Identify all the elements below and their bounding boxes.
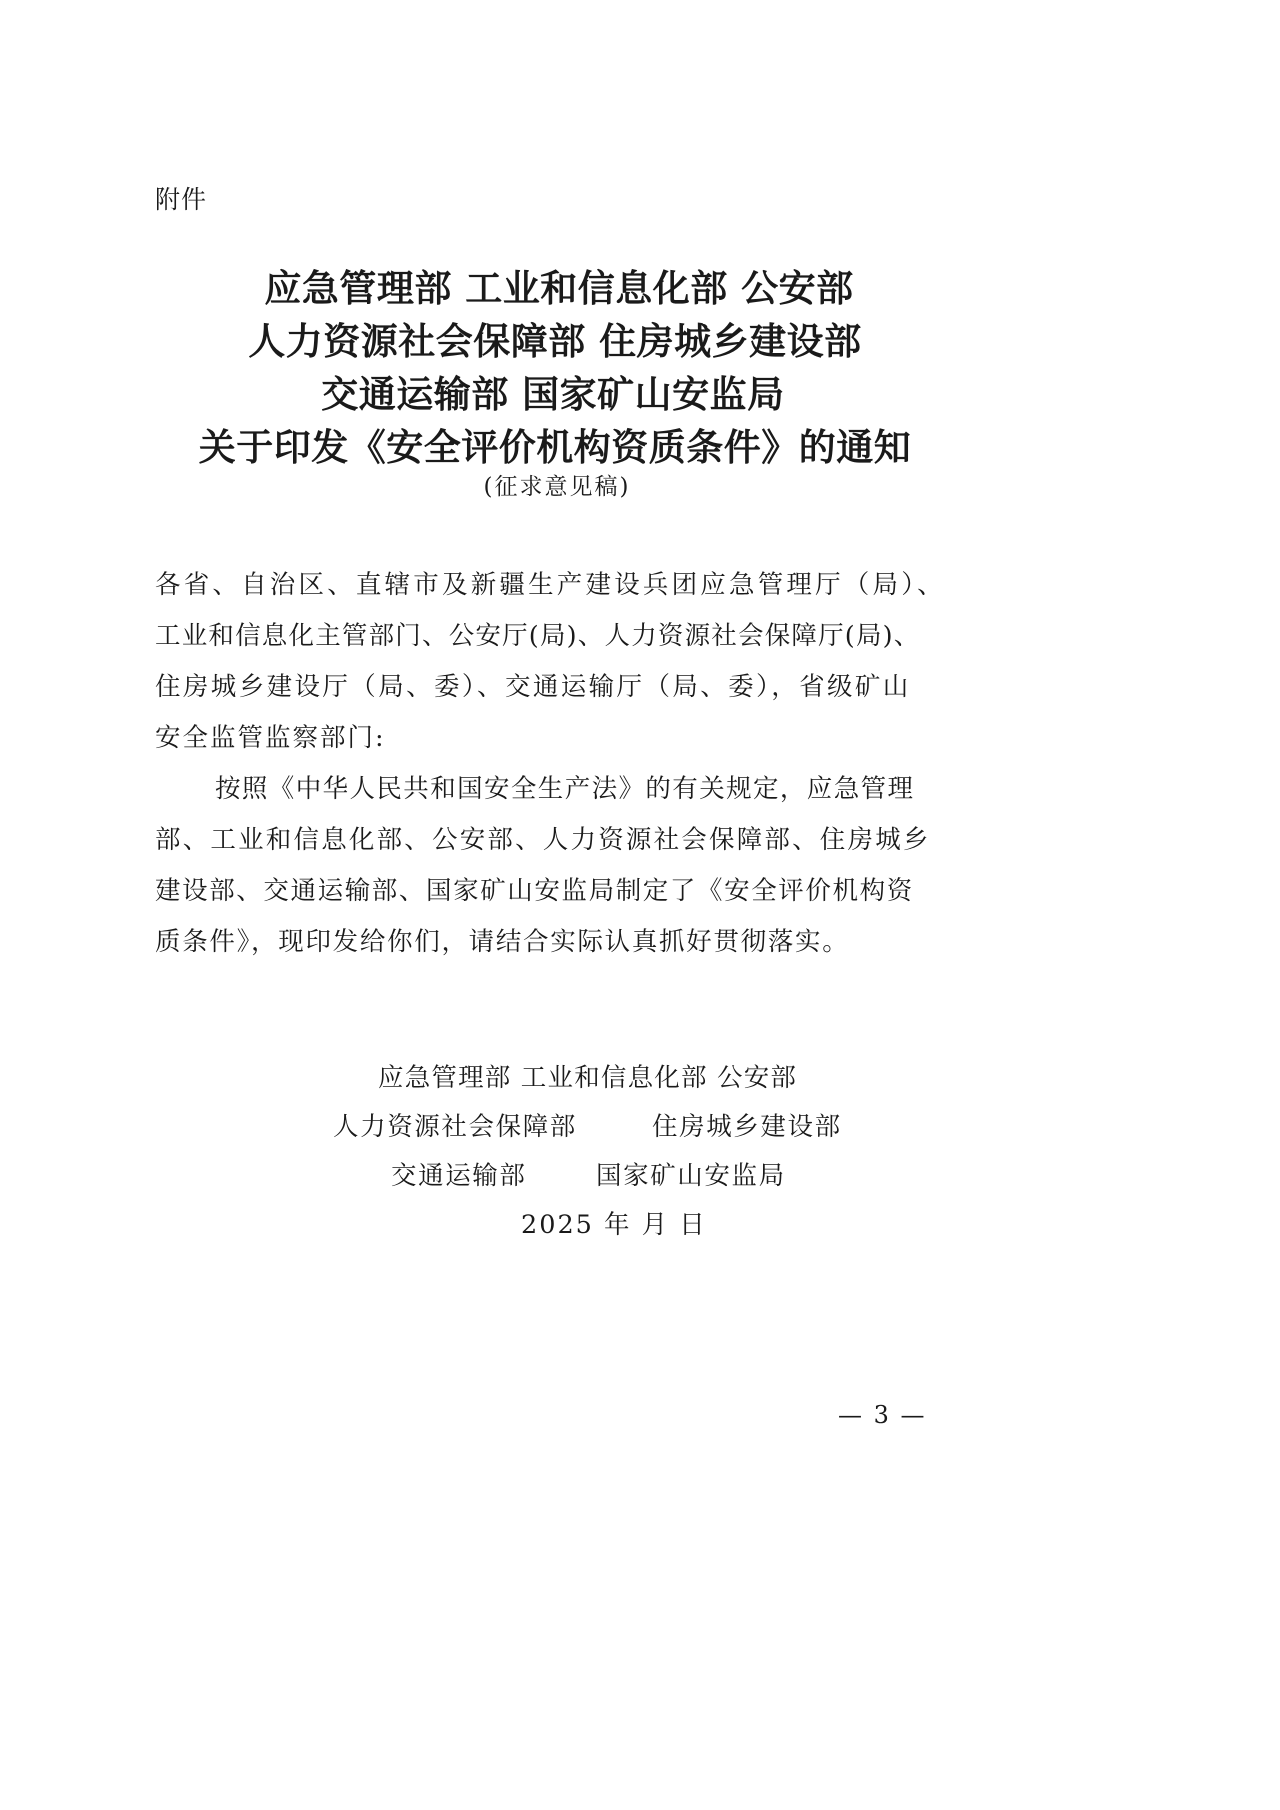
title-line-4: 关于印发《安全评价机构资质条件》的通知 — [198, 426, 912, 469]
addressee-line-2: 工业和信息化主管部门、公安厅(局)、人力资源社会保障厅(局)、 — [155, 621, 921, 651]
paragraph-line-1: 按照《中华人民共和国安全生产法》的有关规定，应急管理 — [215, 774, 915, 804]
addressee-line-3: 住房城乡建设厅（局、委）、交通运输厅（局、委），省级矿山 — [155, 672, 911, 702]
document-title — [0, 262, 1110, 474]
page-number: — 3 — — [838, 1401, 927, 1429]
signature-issuer-transport: 交通运输部 — [391, 1161, 527, 1191]
paragraph-line-4: 质条件》，现印发给你们，请结合实际认真抓好贯彻落实。 — [155, 927, 850, 957]
signature-date-line — [0, 1201, 1110, 1250]
title-line-1: 应急管理部 工业和信息化部 公安部 — [264, 267, 854, 310]
addressee-line-1: 各省、自治区、直辖市及新疆生产建设兵团应急管理厅（局）、 — [155, 570, 946, 600]
signature-issuers-1: 应急管理部 工业和信息化部 公安部 — [378, 1063, 798, 1093]
title-line-3: 交通运输部 国家矿山安监局 — [321, 373, 785, 416]
signature-issuer-hrss: 人力资源社会保障部 — [333, 1112, 577, 1142]
signature-issuer-mohurd: 住房城乡建设部 — [652, 1112, 842, 1142]
attachment-label: 附件 — [155, 185, 208, 214]
signature-line-3 — [0, 1152, 1110, 1201]
signature-line-2 — [0, 1103, 1110, 1152]
signature-line-1 — [0, 1054, 1110, 1103]
title-line-2: 人力资源社会保障部 住房城乡建设部 — [248, 320, 862, 363]
addressee-line-4: 安全监管监察部门: — [155, 723, 386, 753]
document-subtitle: (征求意见稿) — [483, 474, 631, 500]
body-paragraph — [155, 764, 963, 968]
signature-date: 2025 年 月 日 — [521, 1210, 707, 1240]
signature-block — [0, 1054, 1110, 1250]
paragraph-line-3: 建设部、交通运输部、国家矿山安监局制定了《安全评价机构资 — [155, 876, 914, 906]
signature-issuer-mine-safety: 国家矿山安监局 — [596, 1161, 786, 1191]
addressee-block — [155, 560, 963, 764]
paragraph-line-2: 部、工业和信息化部、公安部、人力资源社会保障部、住房城乡 — [155, 825, 931, 855]
